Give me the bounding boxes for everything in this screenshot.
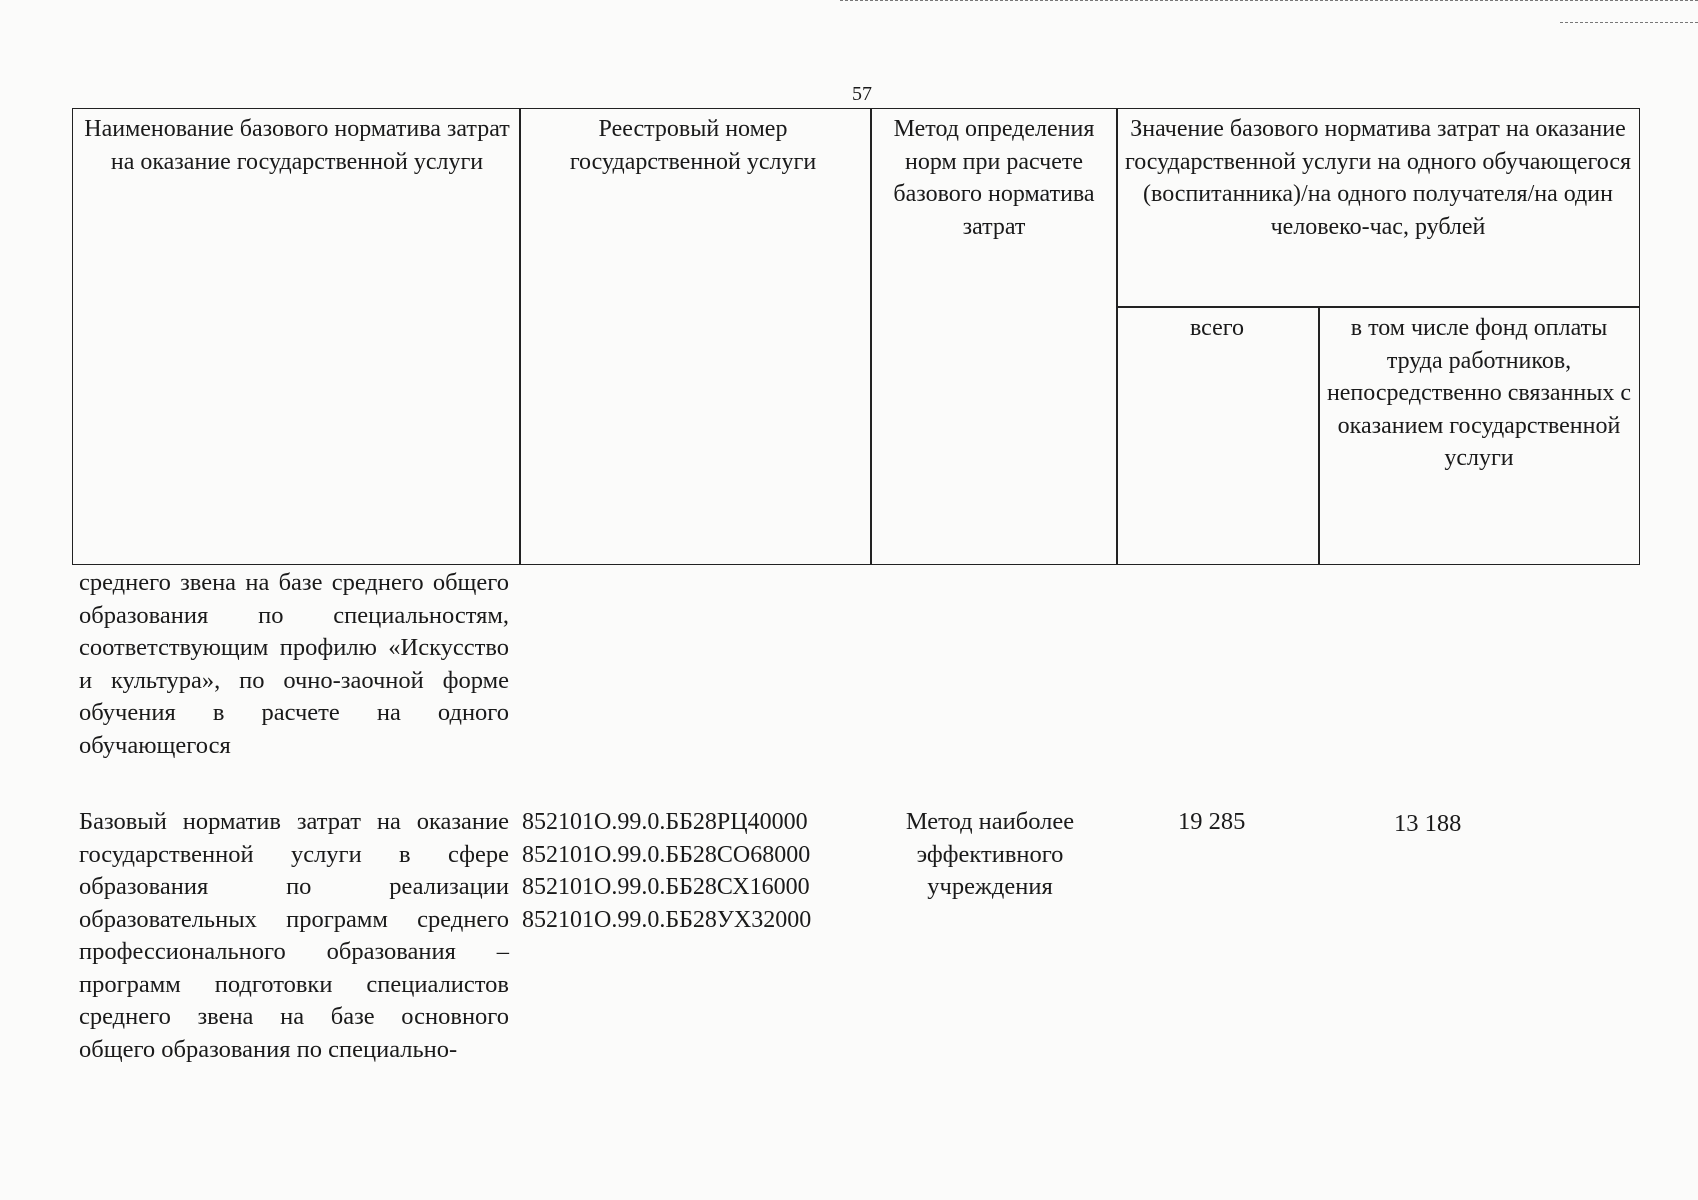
col-divider-3 xyxy=(1116,109,1118,564)
registry-code: 852101О.99.0.ББ28УХ32000 xyxy=(522,906,812,933)
top-dashed-border xyxy=(840,0,1698,1)
continuation-text: среднего звена на базе среднего общего образования по специальностям, соответствующим профилю «Искусство и культура», по очно-заочной форме обучения в расчете на одного обучающегося xyxy=(79,569,509,759)
header-value: Значение базового норматива затрат на оказание государственной услуги на одного обучающегося (воспитанника)/на одного получателя/на один человеко-час, рублей xyxy=(1124,116,1632,240)
row-name: Базовый норматив затрат на оказание государственной услуги в сфере образования по реализации образовательных программ среднего профессионального образования – программ подготовки специалистов среднего звена на базе основного общего образования по специально- xyxy=(79,808,509,1063)
header-total: всего xyxy=(1189,315,1245,341)
header-registry: Реестровый номер государственной услуги xyxy=(569,116,817,175)
top-dashed-border-right xyxy=(1560,22,1698,23)
col-divider-2 xyxy=(870,109,872,564)
registry-code: 852101О.99.0.ББ28СО68000 xyxy=(522,841,811,868)
col-divider-1 xyxy=(519,109,521,564)
value-subheader-divider xyxy=(1116,306,1639,308)
table-header xyxy=(72,108,1640,565)
page-number: 57 xyxy=(852,83,872,105)
header-method: Метод определения норм при расчете базового норматива затрат xyxy=(893,116,1095,240)
registry-code: 852101О.99.0.ББ28РЦ40000 xyxy=(522,809,808,835)
method-value: Метод наиболее эффективного учреждения xyxy=(905,808,1075,900)
registry-codes xyxy=(522,806,811,936)
header-payroll: в том числе фонд оплаты труда работников, непосредственно связанных с оказанием государственной услуги xyxy=(1326,315,1632,471)
registry-code: 852101О.99.0.ББ28СХ16000 xyxy=(522,874,810,900)
col-divider-4 xyxy=(1318,306,1320,564)
payroll-value: 13 188 xyxy=(1394,810,1462,837)
total-value: 19 285 xyxy=(1178,808,1246,835)
header-name: Наименование базового норматива затрат на оказание государственной услуги xyxy=(84,116,510,175)
